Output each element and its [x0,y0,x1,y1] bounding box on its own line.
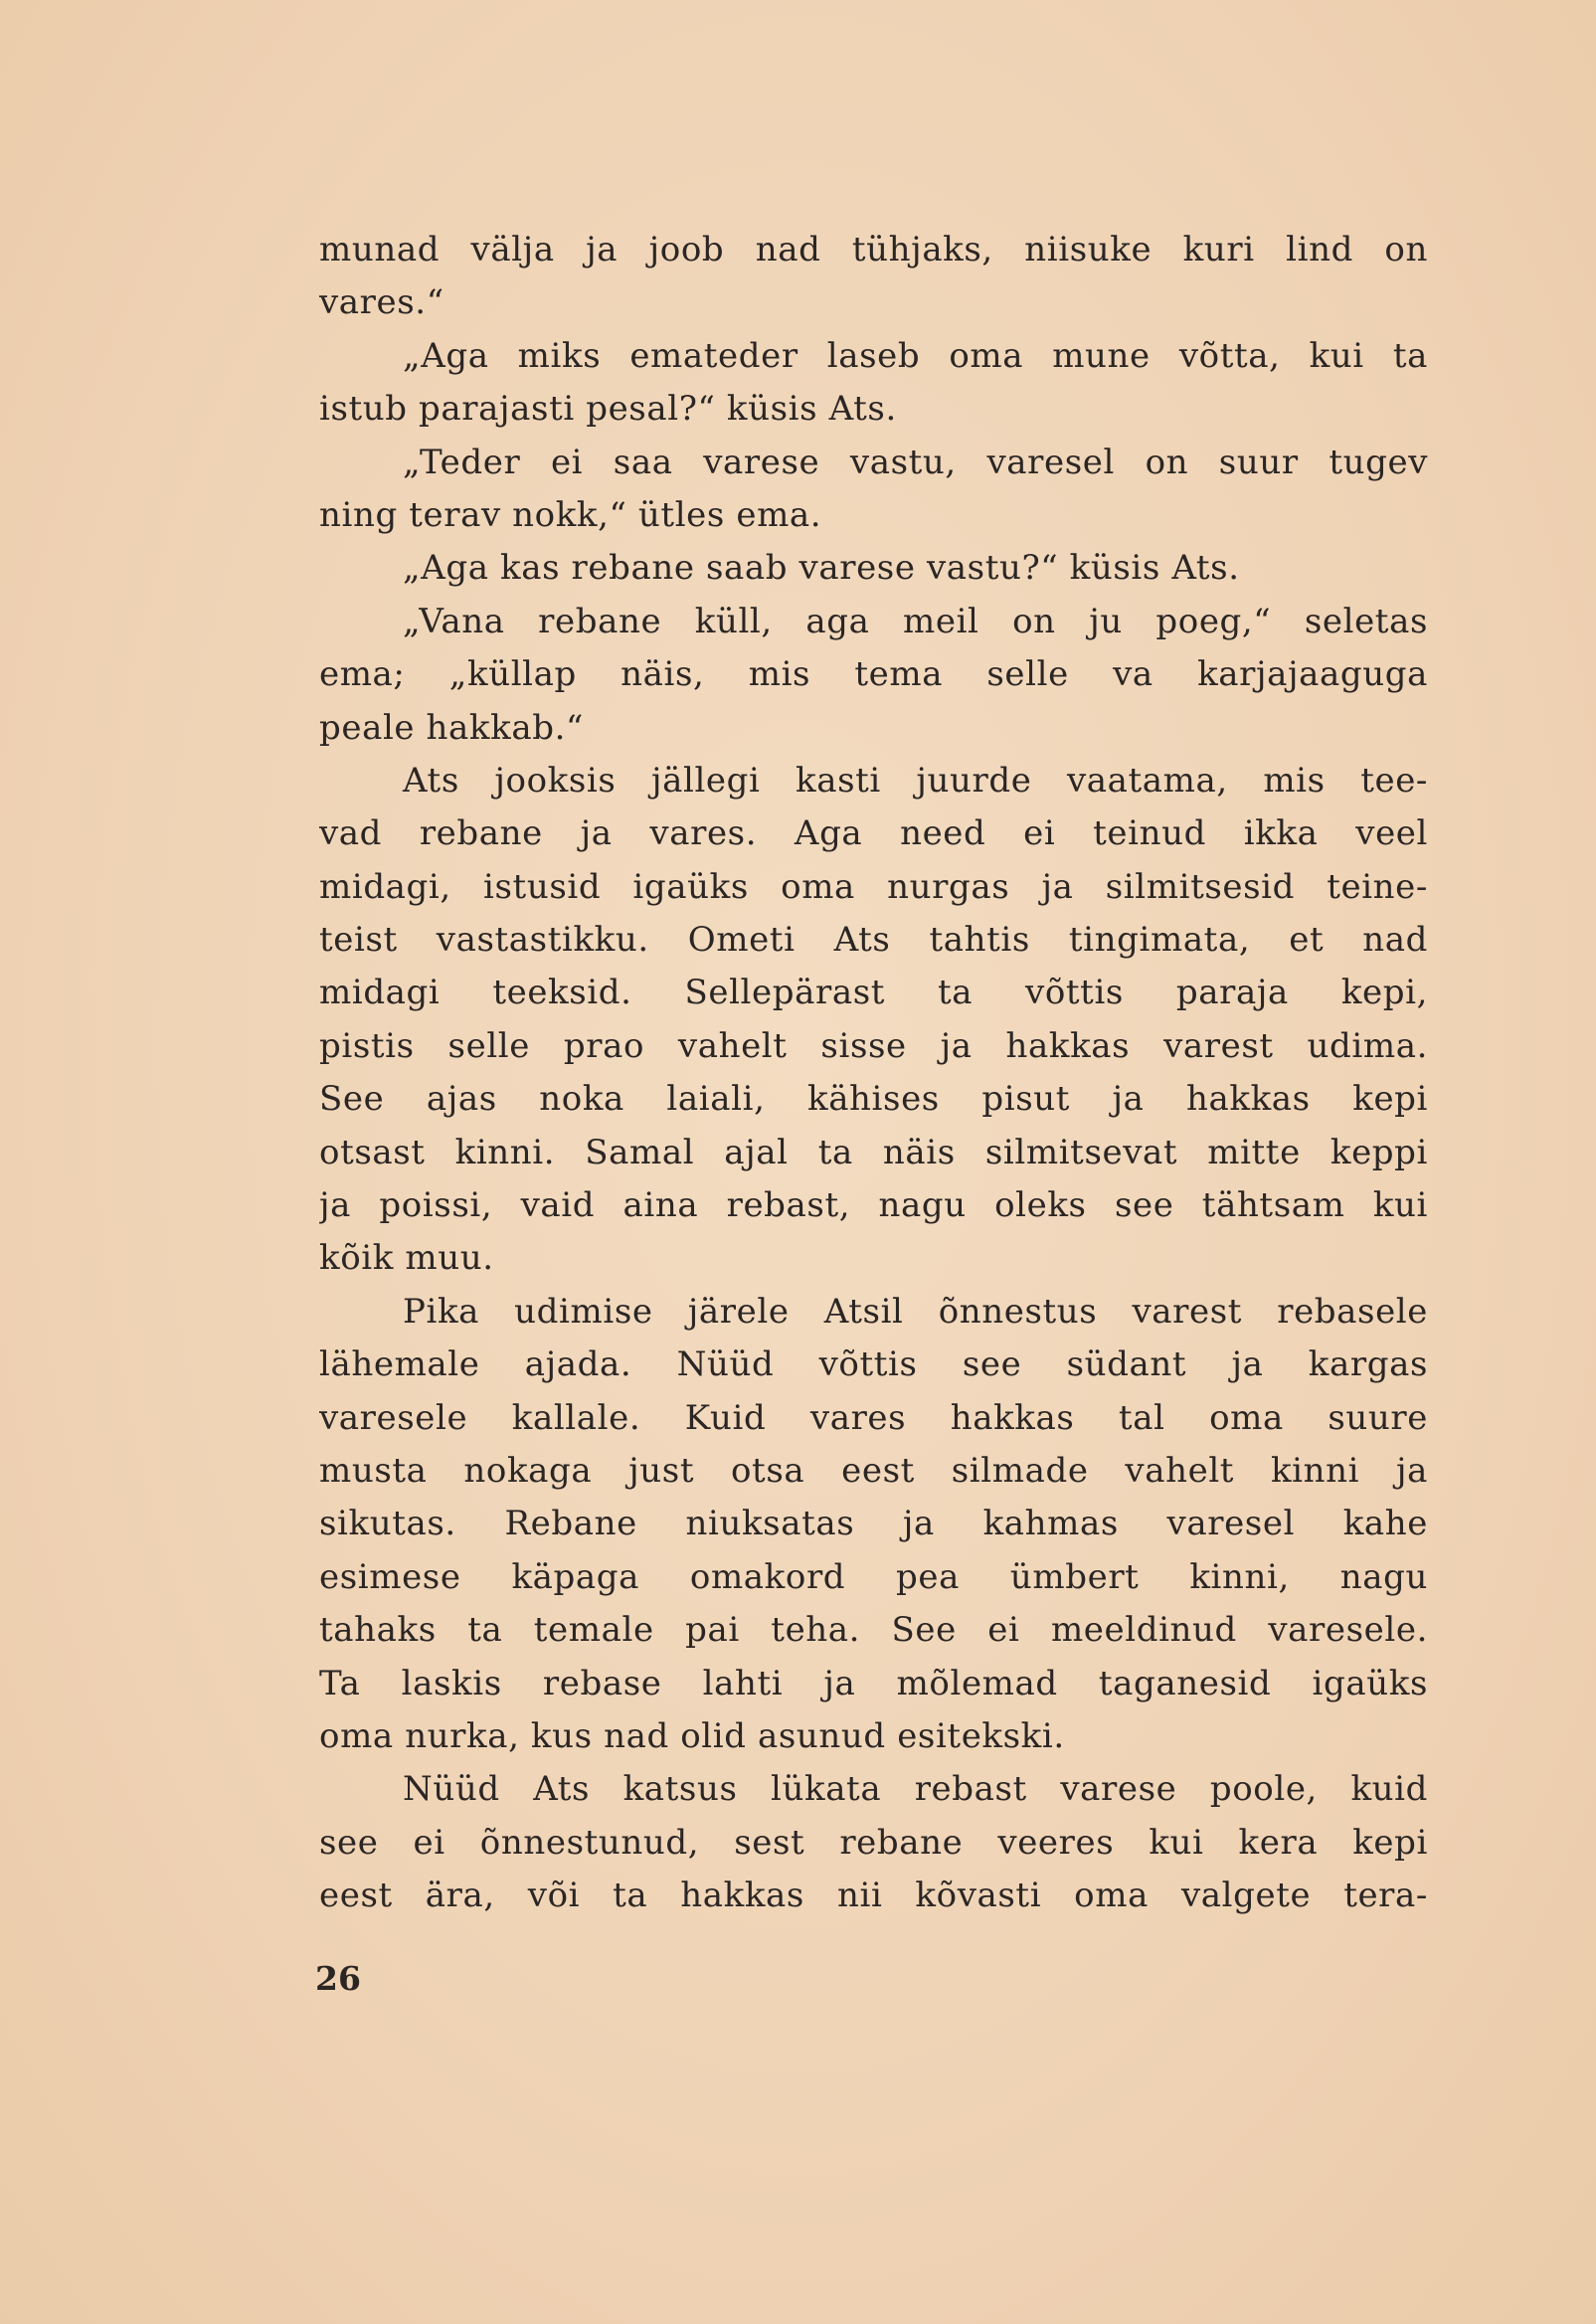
text-line: istub parajasti pesal?“ küsis Ats. [319,389,897,430]
text-line: ema; „küllap näis, mis tema selle va karjajaaguga [319,654,1428,695]
text-line: midagi, istusid igaüks oma nurgas ja silmitsesid teine- [319,866,1428,907]
text-line: pistis selle prao vahelt sisse ja hakkas varest udima. [319,1025,1428,1066]
text-line: teist vastastikku. Ometi Ats tahtis tingimata, et nad [319,920,1428,961]
text-line: „Aga kas rebane saab varese vastu?“ küsis Ats. [403,548,1240,589]
body-text [319,224,1428,1923]
text-line: tahaks ta temale pai teha. See ei meeldinud varesele. [319,1610,1428,1651]
text-line: otsast kinni. Samal ajal ta näis silmitsevat mitte keppi [319,1132,1428,1172]
text-line: ja poissi, vaid aina rebast, nagu oleks see tähtsam kui [319,1185,1428,1226]
text-line: midagi teeksid. Sellepärast ta võttis paraja kepi, [319,973,1428,1013]
text-line: kõik muu. [319,1238,494,1279]
text-line: eest ära, või ta hakkas nii kõvasti oma valgete tera- [319,1876,1428,1916]
text-line: oma nurka, kus nad olid asunud esitekski. [319,1715,1065,1756]
text-line: see ei õnnestunud, sest rebane veeres kui kera kepi [319,1822,1428,1863]
text-line: „Teder ei saa varese vastu, varesel on suur tugev [403,442,1428,482]
text-line: vad rebane ja vares. Aga need ei teinud ikka veel [319,813,1428,854]
text-line: See ajas noka laiali, kähises pisut ja hakkas kepi [319,1079,1428,1120]
text-line: Pika udimise järele Atsil õnnestus varest rebasele [403,1291,1428,1332]
text-line: Ats jooksis jällegi kasti juurde vaatama, mis tee- [403,760,1428,801]
text-line: vares.“ [319,282,444,323]
text-line: varesele kallale. Kuid vares hakkas tal oma suure [319,1397,1428,1438]
text-line: lähemale ajada. Nüüd võttis see südant ja kargas [319,1344,1428,1385]
text-line: sikutas. Rebane niuksatas ja kahmas varesel kahe [319,1504,1428,1544]
text-line: „Aga miks emateder laseb oma mune võtta, kui ta [403,335,1428,376]
text-line: peale hakkab.“ [319,707,584,748]
text-line: ning terav nokk,“ ütles ema. [319,494,822,535]
text-line: musta nokaga just otsa eest silmade vahelt kinni ja [319,1450,1428,1491]
text-line: esimese käpaga omakord pea ümbert kinni, nagu [319,1556,1428,1597]
text-line: Nüüd Ats katsus lükata rebast varese poole, kuid [403,1769,1428,1810]
text-line: „Vana rebane küll, aga meil on ju poeg,“ seletas [403,601,1428,641]
page-number: 26 [315,1959,361,1998]
text-line: Ta laskis rebase lahti ja mõlemad taganesid igaüks [319,1663,1428,1703]
text-line: munad välja ja joob nad tühjaks, niisuke kuri lind on [319,230,1428,269]
